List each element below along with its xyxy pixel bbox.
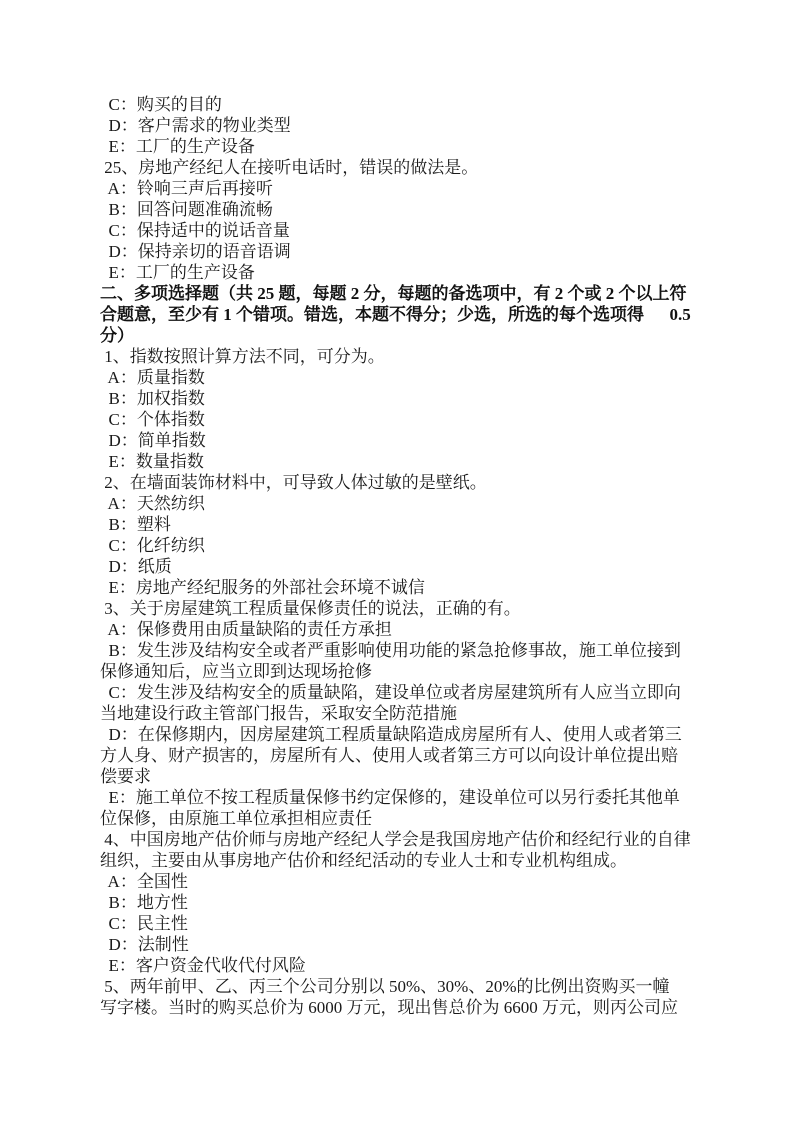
doc-line-option: E：工厂的生产设备 — [100, 263, 255, 282]
doc-line-option: D：客户需求的物业类型 — [100, 116, 291, 135]
doc-line-option: D：简单指数 — [100, 431, 206, 450]
doc-line-option: A：天然纺织 — [100, 494, 205, 513]
doc-line-option: E：数量指数 — [100, 452, 204, 471]
document-lines — [100, 94, 706, 1018]
doc-line-section: 二、多项选择题（共 25 题，每题 2 分，每题的备选项中，有 2 个或 2 个以上符 — [100, 284, 687, 303]
doc-line-option: B：加权指数 — [100, 389, 205, 408]
doc-line-option: C：购买的目的 — [100, 95, 222, 114]
doc-line-option: C：民主性 — [100, 914, 188, 933]
doc-line-option: C：个体指数 — [100, 410, 205, 429]
doc-line-question: 1、指数按照计算方法不同，可分为。 — [100, 347, 385, 366]
doc-line-question: 2、在墙面装饰材料中，可导致人体过敏的是壁纸。 — [100, 473, 487, 492]
doc-line-option: B：塑料 — [100, 515, 171, 534]
doc-line-option: C：化纤纺织 — [100, 536, 205, 555]
doc-line-option: E：施工单位不按工程质量保修书约定保修的，建设单位可以另行委托其他单 — [100, 788, 680, 807]
doc-line-option: A：保修费用由质量缺陷的责任方承担 — [100, 620, 392, 639]
doc-line-option: C：保持适中的说话音量 — [100, 221, 290, 240]
doc-line-option: E：房地产经纪服务的外部社会环境不诚信 — [100, 578, 425, 597]
doc-line-section: 合题意，至少有 1 个错项。错选，本题不得分；少选，所选的每个选项得 0.5 — [100, 305, 691, 324]
doc-line-continuation: 方人身、财产损害的，房屋所有人、使用人或者第三方可以向设计单位提出赔 — [100, 746, 678, 765]
doc-line-option: E：客户资金代收代付风险 — [100, 956, 306, 975]
doc-line-option: D：保持亲切的语音语调 — [100, 242, 291, 261]
doc-line-option: C：发生涉及结构安全的质量缺陷，建设单位或者房屋建筑所有人应当立即向 — [100, 683, 681, 702]
doc-line-option: D：法制性 — [100, 935, 189, 954]
doc-line-option: D：在保修期内，因房屋建筑工程质量缺陷造成房屋所有人、使用人或者第三 — [100, 725, 682, 744]
doc-line-question: 25、房地产经纪人在接听电话时，错误的做法是。 — [100, 158, 479, 177]
doc-line-option: B：地方性 — [100, 893, 188, 912]
doc-line-continuation: 偿要求 — [100, 767, 151, 786]
doc-line-option: A：全国性 — [100, 872, 188, 891]
doc-line-option: B：发生涉及结构安全或者严重影响使用功能的紧急抢修事故，施工单位接到 — [100, 641, 681, 660]
doc-line-section: 分） — [100, 326, 134, 345]
doc-line-option: E：工厂的生产设备 — [100, 137, 255, 156]
doc-line-continuation: 保修通知后，应当立即到达现场抢修 — [100, 662, 372, 681]
doc-line-option: A：铃响三声后再接听 — [100, 179, 273, 198]
doc-line-continuation: 组织，主要由从事房地产估价和经纪活动的专业人士和专业机构组成。 — [100, 851, 627, 870]
doc-line-question: 3、关于房屋建筑工程质量保修责任的说法，正确的有。 — [100, 599, 521, 618]
doc-line-option: D：纸质 — [100, 557, 172, 576]
doc-line-continuation: 当地建设行政主管部门报告，采取安全防范措施 — [100, 704, 457, 723]
doc-line-option: A：质量指数 — [100, 368, 205, 387]
doc-line-option: B：回答问题准确流畅 — [100, 200, 273, 219]
doc-line-question: 4、中国房地产估价师与房地产经纪人学会是我国房地产估价和经纪行业的自律 — [100, 830, 691, 849]
doc-line-continuation: 写字楼。当时的购买总价为 6000 万元，现出售总价为 6600 万元，则丙公司应 — [100, 998, 678, 1017]
doc-line-continuation: 位保修，由原施工单位承担相应责任 — [100, 809, 372, 828]
doc-line-question: 5、两年前甲、乙、丙三个公司分别以 50%、30%、20%的比例出资购买一幢 — [100, 977, 670, 996]
